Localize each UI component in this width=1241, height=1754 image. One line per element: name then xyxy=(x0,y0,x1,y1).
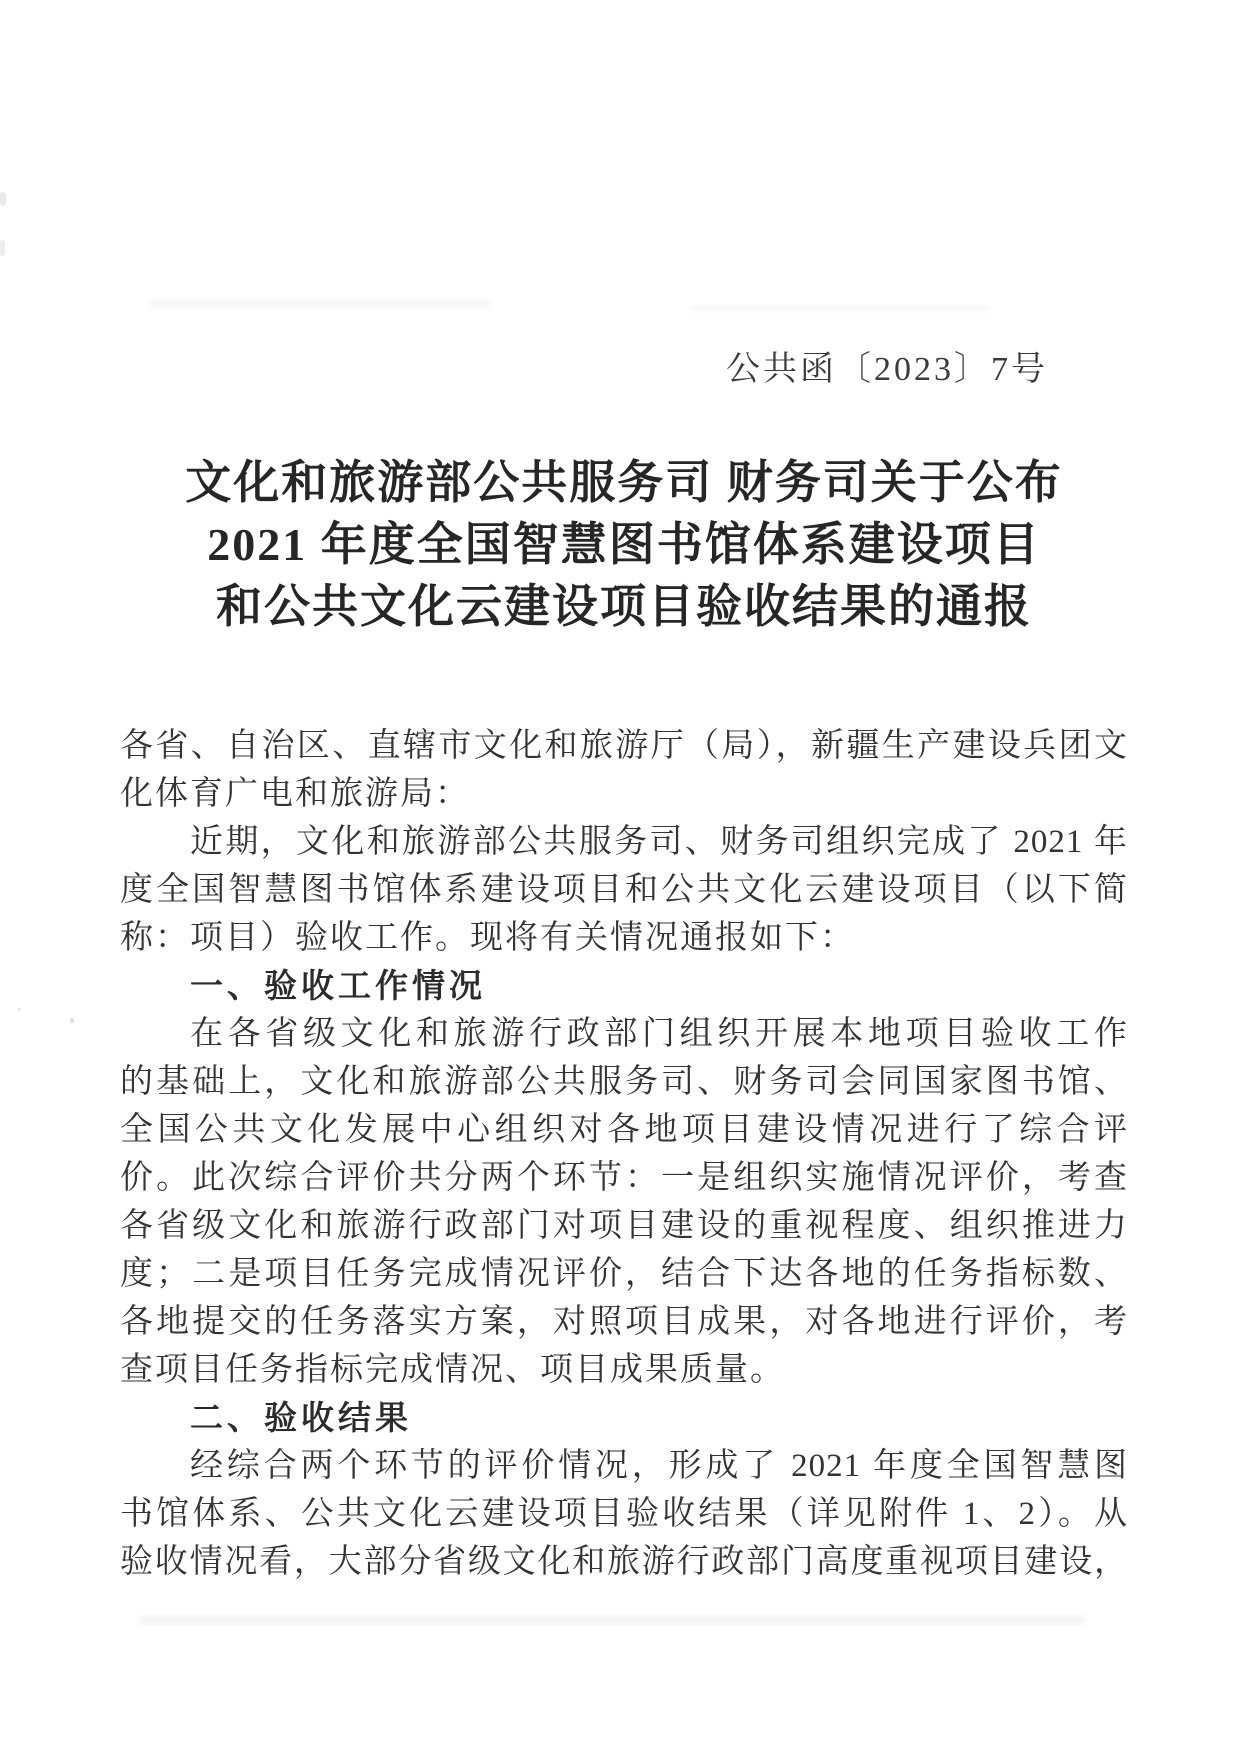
salutation-line-1: 各省、自治区、直辖市文化和旅游厅（局），新疆生产建设兵团文 xyxy=(120,728,1128,764)
paragraph-1-line-1: 近期，文化和旅游部公共服务司、财务司组织完成了 2021 年 xyxy=(190,824,1128,860)
paragraph-1-line-2: 度全国智慧图书馆体系建设项目和公共文化云建设项目（以下简 xyxy=(120,872,1128,908)
paragraph-3-line-1: 经综合两个环节的评价情况，形成了 2021 年度全国智慧图 xyxy=(190,1448,1128,1484)
paragraph-2-line-5: 各省级文化和旅游行政部门对项目建设的重视程度、组织推进力 xyxy=(120,1208,1128,1244)
paragraph-3-line-3: 验收情况看，大部分省级文化和旅游行政部门高度重视项目建设， xyxy=(120,1544,1128,1580)
paragraph-2-line-1: 在各省级文化和旅游行政部门组织开展本地项目验收工作 xyxy=(190,1016,1128,1052)
paragraph-2-line-4: 价。此次综合评价共分两个环节：一是组织实施情况评价，考查 xyxy=(120,1160,1128,1196)
section-heading-2: 二、验收结果 xyxy=(190,1399,412,1436)
paragraph-2-line-2: 的基础上，文化和旅游部公共服务司、财务司会同国家图书馆、 xyxy=(120,1064,1128,1100)
scan-artifact xyxy=(0,192,6,206)
scan-artifact xyxy=(18,1008,21,1011)
document-number: 公共函〔2023〕7号 xyxy=(726,351,1048,388)
title-line-3: 和公共文化云建设项目验收结果的通报 xyxy=(216,581,1032,632)
scan-artifact xyxy=(140,1616,1085,1625)
paragraph-2-line-7: 各地提交的任务落实方案，对照项目成果，对各地进行评价，考 xyxy=(120,1304,1128,1340)
document-title xyxy=(120,452,1128,638)
paragraph-3-line-2: 书馆体系、公共文化云建设项目验收结果（详见附件 1、2）。从 xyxy=(120,1496,1128,1532)
scan-artifact xyxy=(0,240,5,256)
title-line-1: 文化和旅游部公共服务司 财务司关于公布 xyxy=(185,457,1063,508)
scan-artifact xyxy=(690,306,990,311)
salutation-line-2: 化体育广电和旅游局： xyxy=(120,776,470,812)
paragraph-2-line-3: 全国公共文化发展中心组织对各地项目建设情况进行了综合评 xyxy=(120,1112,1128,1148)
paragraph-1-line-3: 称：项目）验收工作。现将有关情况通报如下： xyxy=(120,920,855,956)
section-heading-1: 一、验收工作情况 xyxy=(190,967,486,1004)
paragraph-2-line-8: 查项目任务指标完成情况、项目成果质量。 xyxy=(120,1352,785,1388)
title-line-2: 2021 年度全国智慧图书馆体系建设项目 xyxy=(207,519,1041,570)
paragraph-2-line-6: 度；二是项目任务完成情况评价，结合下达各地的任务指标数、 xyxy=(120,1256,1128,1292)
scan-artifact xyxy=(150,300,490,306)
scan-artifact xyxy=(70,1018,74,1023)
document-body xyxy=(120,722,1128,1586)
